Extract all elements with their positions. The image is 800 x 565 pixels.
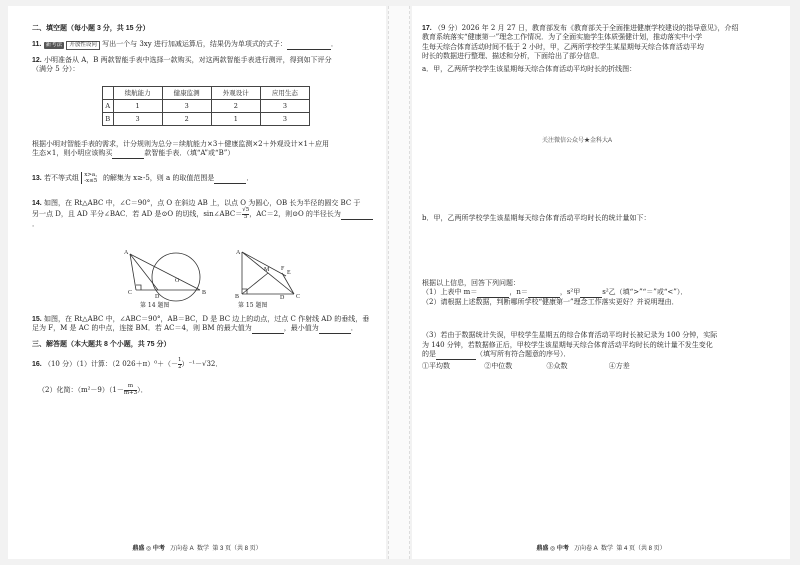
page-footer: 鼎盛 ◎ 中考 万向卷 A 数学 第 3 页（共 8 页）	[132, 545, 262, 552]
svg-text:F: F	[281, 266, 285, 272]
table-cell: 2	[162, 113, 211, 126]
svg-text:D: D	[280, 295, 285, 301]
table-cell: 3	[162, 100, 211, 113]
question-12: 12. 小明准备从 A，B 两款智能手表中选择一款购买，对这两款智能手表进行测评，得到如下评分 （满分 5 分）：	[32, 56, 332, 74]
page-number: 第 3 页（共 8 页）	[212, 545, 262, 552]
question-14: 14. 如图，在 Rt△ABC 中，∠C＝90°，点 O 在斜边 AB 上，以点 O 为圆心，OB 长为半径的圆交 BC 于 另一点 D，且 AD 平分∠BAC．若 AD 是⊙O 的切线，sin∠ABC＝ $\frac{√5}{5}$ ，AC＝2，则⊙O 的半径长为．	[32, 199, 376, 230]
table-cell: A	[103, 100, 114, 113]
table-cell: 3	[260, 113, 309, 126]
page-binding-gutter	[388, 6, 410, 559]
table-header-cell: 外观设计	[211, 87, 260, 100]
svg-text:C: C	[296, 294, 301, 300]
figure-14	[118, 244, 208, 304]
answer-blank[interactable]	[287, 43, 331, 50]
line-chart	[452, 102, 742, 212]
option-median: ②中位数	[484, 361, 513, 370]
option-variance: ④方差	[608, 361, 630, 370]
section-title-solve: 三、解答题（本大题共 8 个小题，共 75 分）	[32, 341, 171, 348]
answer-blank[interactable]	[436, 353, 476, 360]
answer-blank[interactable]	[580, 291, 602, 298]
answer-blank[interactable]	[528, 291, 560, 298]
svg-text:E: E	[287, 270, 291, 276]
figure-15	[220, 246, 310, 302]
answer-blank[interactable]	[252, 327, 284, 334]
table-header-cell	[103, 87, 114, 100]
tag-new-method: 新考法	[45, 42, 63, 48]
section-title-fill-blank: 二、填空题（每小题 3 分，共 15 分）	[32, 25, 150, 32]
answer-blank[interactable]	[214, 177, 246, 184]
exam-page-right	[412, 6, 790, 559]
svg-text:C: C	[128, 290, 133, 296]
logo-circle-icon: ◎	[550, 545, 556, 552]
table-cell: 1	[113, 100, 162, 113]
table-cell: 2	[211, 100, 260, 113]
table-cell: 3	[113, 113, 162, 126]
logo-circle-icon: ◎	[146, 545, 152, 552]
page-footer: 鼎盛 ◎ 中考 万向卷 A 数学 第 4 页（共 8 页）	[536, 545, 666, 552]
table-header-row	[103, 87, 310, 100]
table-cell: 3	[260, 100, 309, 113]
question-16: 16. （10 分）（1）计算：（2 026＋π）⁰＋（－ $\frac{1}{2}$ ）⁻¹－√32． （2）化简：（m²－9）（1－ $\frac{m}{m+3}$ ）．	[32, 357, 223, 396]
page-number: 第 4 页（共 8 页）	[616, 545, 666, 552]
table-header-cell: 健康监测	[162, 87, 211, 100]
table-row	[103, 113, 310, 126]
svg-text:B: B	[235, 294, 240, 300]
stats-intro: b．甲，乙两所学校学生该星期每天综合体育活动平均时长的统计量如下：	[422, 214, 651, 222]
option-mean: ①平均数	[422, 361, 450, 370]
table-header-cell: 应用生态	[260, 87, 309, 100]
question-15: 15. 如图，在 Rt△ABC 中，∠ABC＝90°，AB＝BC，D 是 BC 边上的动点，过点 C 作射线 AD 的垂线，垂 足为 F，M 是 AC 的中点，连接 BM．若 AC＝4，则 BM 的最大值为 ，最小值为 ．	[32, 315, 370, 333]
option-mode: ③众数	[546, 361, 568, 370]
option-list	[422, 362, 780, 371]
watermark-text: 关注微信公众号★金科大A	[542, 138, 613, 144]
svg-text:M: M	[264, 267, 270, 273]
table-row	[103, 100, 310, 113]
svg-text:O: O	[175, 278, 180, 284]
answer-blank[interactable]	[112, 152, 144, 159]
tag-open-question: 开放性设问	[66, 41, 100, 50]
question-number: 11.	[32, 41, 42, 48]
question-13: 13. 若不等式组 x>a， -x≤5 的解集为 x≥-5，则 a 的取值范围是 ．	[32, 172, 254, 185]
answer-blank[interactable]	[341, 213, 373, 220]
score-table	[102, 86, 310, 126]
figure-15-caption: 第 15 题图	[238, 302, 268, 309]
answer-blank[interactable]	[319, 327, 351, 334]
question-17: 17. （9 分）2026 年 2 月 27 日，教育部发布《教育部关于全面推进健康学校建设的指导意见》，介绍 教育系统落实“健康第一”理念工作情况．为了全面实施学生体质强健计划，推动落实中小学 生每天综合体育活动时间不低于 2 小时，甲，乙两所学校学生某星期每天综合体育活动平均 时长的数据进行整理、描述和分析，下面给出了部分信息． a．甲，乙两所学校学生该星期每天综合体育活动平均时长的折线图：	[422, 24, 739, 73]
fraction: $\frac{√5}{5}$	[242, 207, 250, 220]
figure-14-caption: 第 14 题图	[140, 302, 170, 309]
svg-text:B: B	[202, 290, 207, 296]
question-12-rule: 根据小明对智能手表的需求，计分规则为总分＝续航能力×3＋健康监测×2＋外观设计×1＋应用 生态×1，则小明应该购买 款智能手表．（填“A”或“B”）	[32, 140, 329, 158]
svg-text:D: D	[155, 294, 160, 300]
inequality-system: x>a， -x≤5	[81, 172, 101, 184]
answer-blank[interactable]	[477, 291, 509, 298]
question-11: 11. 新考法 开放性设问 写出一个与 3xy 进行加减运算后，结果仍为单项式的式子： ．	[32, 40, 376, 50]
table-cell: B	[103, 113, 114, 126]
svg-text:A: A	[236, 250, 241, 256]
table-header-cell: 续航能力	[113, 87, 162, 100]
exam-page-left	[8, 6, 386, 559]
question-17-parts: 根据以上信息，回答下列问题： （1）上表中 m＝ ，n＝ ，s²甲 s²乙（填“>”“＝”或“<”）． （2）请根据上述数据，判断哪所学校“健康第一”理念工作落实更好？并说明理由． （3）若由于数据统计失误，甲校学生星期五的综合体育活动平均时长被记录为 100 分钟，实际 为 140 分钟，若数据修正后，甲校学生该星期每天综合体育活动平均时长的统计量不发生变化 的是 （填写所有符合题意的序号）． ①平均数 ②中位数 ③众数 ④方差	[422, 279, 780, 371]
table-cell: 1	[211, 113, 260, 126]
svg-text:A: A	[124, 250, 129, 256]
